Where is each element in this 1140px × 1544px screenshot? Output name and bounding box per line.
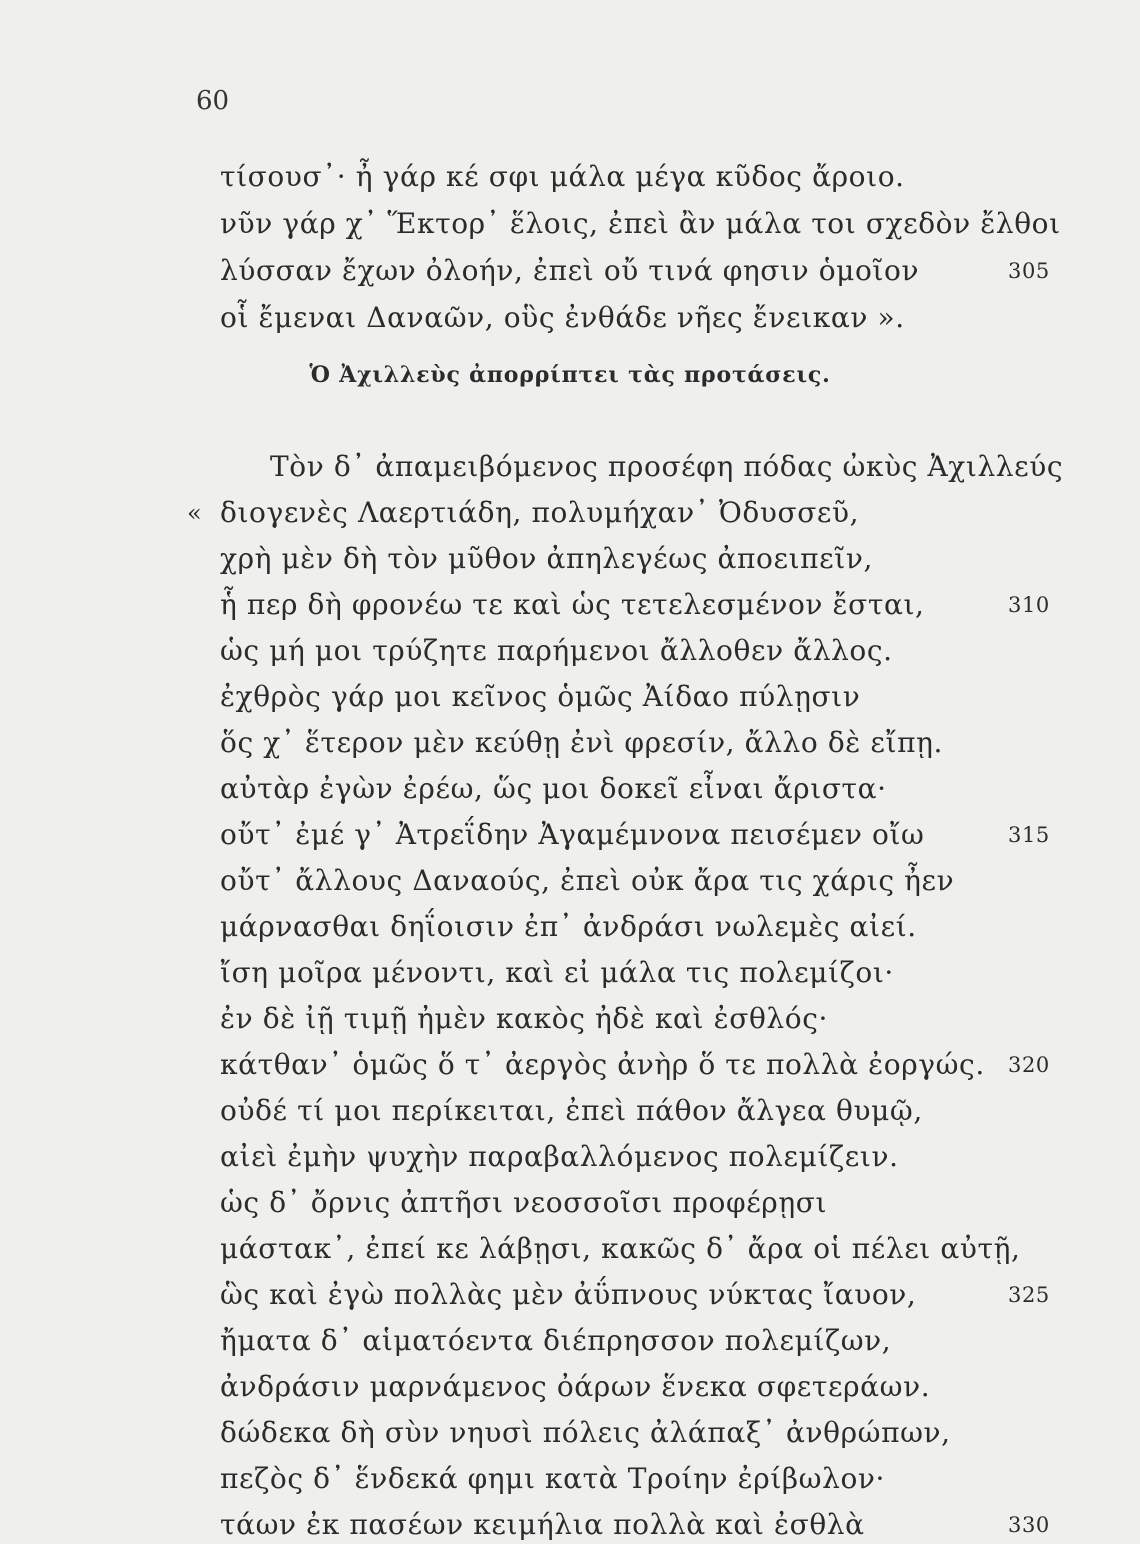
verse-text: δώδεκα δὴ σὺν νηυσὶ πόλεις ἀλάπαξ᾽ ἀνθρώπων, bbox=[220, 1416, 951, 1449]
line-number: 320 bbox=[1008, 1053, 1050, 1077]
verse-text: ὅς χ᾽ ἕτερον μὲν κεύθῃ ἐνὶ φρεσίν, ἄλλο δὲ εἴπῃ. bbox=[220, 726, 943, 759]
verse-line bbox=[0, 205, 1140, 243]
verse-line bbox=[0, 1414, 1140, 1452]
opening-quote-mark: « bbox=[187, 499, 203, 527]
verse-text: μάρνασθαι δηΐοισιν ἐπ᾽ ἀνδράσι νωλεμὲς αἰεί. bbox=[220, 910, 917, 943]
verse-text: ἤματα δ᾽ αἱματόεντα διέπρησσον πολεμίζων, bbox=[220, 1324, 892, 1357]
line-number: 330 bbox=[1008, 1513, 1050, 1537]
verse-line bbox=[0, 816, 1140, 854]
verse-text: οὔτ᾽ ἄλλους Δαναούς, ἐπεὶ οὐκ ἄρα τις χάρις ἦεν bbox=[220, 864, 955, 897]
verse-line bbox=[0, 448, 1140, 486]
verse-line bbox=[0, 540, 1140, 578]
verse-line bbox=[0, 494, 1140, 532]
verse-text: ἐχθρὸς γάρ μοι κεῖνος ὁμῶς Ἀίδαο πύλῃσιν bbox=[220, 680, 861, 713]
verse-text: οἷ ἔμεναι Δαναῶν, οὓς ἐνθάδε νῆες ἔνεικαν ». bbox=[220, 301, 905, 334]
verse-line bbox=[0, 632, 1140, 670]
verse-text: Τὸν δ᾽ ἀπαμειβόμενος προσέφη πόδας ὠκὺς Ἀχιλλεύς bbox=[270, 450, 1064, 483]
verse-text: οὔτ᾽ ἐμέ γ᾽ Ἀτρεΐδην Ἀγαμέμνονα πεισέμεν οἴω bbox=[220, 818, 925, 851]
verse-text: μάστακ᾽, ἐπεί κε λάβῃσι, κακῶς δ᾽ ἄρα οἱ πέλει αὐτῇ, bbox=[220, 1232, 1021, 1265]
verse-line bbox=[0, 862, 1140, 900]
verse-line bbox=[0, 1368, 1140, 1406]
verse-text: νῦν γάρ χ᾽ Ἕκτορ᾽ ἕλοις, ἐπεὶ ἂν μάλα τοι σχεδὸν ἔλθοι bbox=[220, 207, 1061, 240]
verse-line bbox=[0, 1460, 1140, 1498]
line-number: 325 bbox=[1008, 1283, 1050, 1307]
verse-text: ἐν δὲ ἰῇ τιμῇ ἠμὲν κακὸς ἠδὲ καὶ ἐσθλός· bbox=[220, 1002, 829, 1035]
line-number: 315 bbox=[1008, 823, 1050, 847]
verse-line bbox=[0, 1276, 1140, 1314]
verse-text: πεζὸς δ᾽ ἕνδεκά φημι κατὰ Τροίην ἐρίβωλον· bbox=[220, 1462, 886, 1495]
verse-line bbox=[0, 724, 1140, 762]
verse-text: ἀνδράσιν μαρνάμενος ὀάρων ἕνεκα σφετεράων. bbox=[220, 1370, 931, 1403]
verse-line bbox=[0, 252, 1140, 290]
verse-text: ὡς μή μοι τρύζητε παρήμενοι ἄλλοθεν ἄλλος. bbox=[220, 634, 893, 667]
verse-text: αὐτὰρ ἐγὼν ἐρέω, ὥς μοι δοκεῖ εἶναι ἄριστα· bbox=[220, 772, 887, 805]
verse-line bbox=[0, 1092, 1140, 1130]
verse-text: ὡς δ᾽ ὄρνις ἀπτῆσι νεοσσοῖσι προφέρῃσι bbox=[220, 1186, 828, 1219]
verse-line bbox=[0, 1506, 1140, 1544]
verse-text: χρὴ μὲν δὴ τὸν μῦθον ἀπηλεγέως ἀποειπεῖν, bbox=[220, 542, 873, 575]
page-number: 60 bbox=[196, 86, 230, 116]
verse-line bbox=[0, 1046, 1140, 1084]
verse-line bbox=[0, 908, 1140, 946]
verse-text: τάων ἐκ πασέων κειμήλια πολλὰ καὶ ἐσθλὰ bbox=[220, 1508, 865, 1541]
verse-text: τίσουσ᾽· ἦ γάρ κέ σφι μάλα μέγα κῦδος ἄροιο. bbox=[220, 160, 905, 193]
verse-text: ἧ περ δὴ φρονέω τε καὶ ὡς τετελεσμένον ἔσται, bbox=[220, 588, 925, 621]
verse-line bbox=[0, 586, 1140, 624]
verse-text: ἴση μοῖρα μένοντι, καὶ εἰ μάλα τις πολεμίζοι· bbox=[220, 956, 894, 989]
verse-line bbox=[0, 158, 1140, 196]
verse-line bbox=[0, 1322, 1140, 1360]
line-number: 310 bbox=[1008, 593, 1050, 617]
line-number: 305 bbox=[1008, 259, 1050, 283]
verse-line bbox=[0, 954, 1140, 992]
verse-line bbox=[0, 1000, 1140, 1038]
verse-line bbox=[0, 1138, 1140, 1176]
verse-text: ὣς καὶ ἐγὼ πολλὰς μὲν ἀΰπνους νύκτας ἴαυον, bbox=[220, 1278, 917, 1311]
verse-line bbox=[0, 1184, 1140, 1222]
verse-text: διογενὲς Λαερτιάδη, πολυμήχαν᾽ Ὀδυσσεῦ, bbox=[220, 496, 860, 529]
verse-text: λύσσαν ἔχων ὀλοήν, ἐπεὶ οὔ τινά φησιν ὁμοῖον bbox=[220, 254, 920, 287]
verse-line bbox=[0, 770, 1140, 808]
verse-text: οὐδέ τί μοι περίκειται, ἐπεὶ πάθον ἄλγεα θυμῷ, bbox=[220, 1094, 923, 1127]
verse-text: αἰεὶ ἐμὴν ψυχὴν παραβαλλόμενος πολεμίζειν. bbox=[220, 1140, 899, 1173]
verse-line bbox=[0, 678, 1140, 716]
section-heading: Ὁ Ἀχιλλεὺς ἀπορρίπτει τὰς προτάσεις. bbox=[309, 362, 831, 388]
verse-line bbox=[0, 299, 1140, 337]
verse-line bbox=[0, 1230, 1140, 1268]
verse-text: κάτθαν᾽ ὁμῶς ὅ τ᾽ ἀεργὸς ἀνὴρ ὅ τε πολλὰ ἐοργώς. bbox=[220, 1048, 985, 1081]
